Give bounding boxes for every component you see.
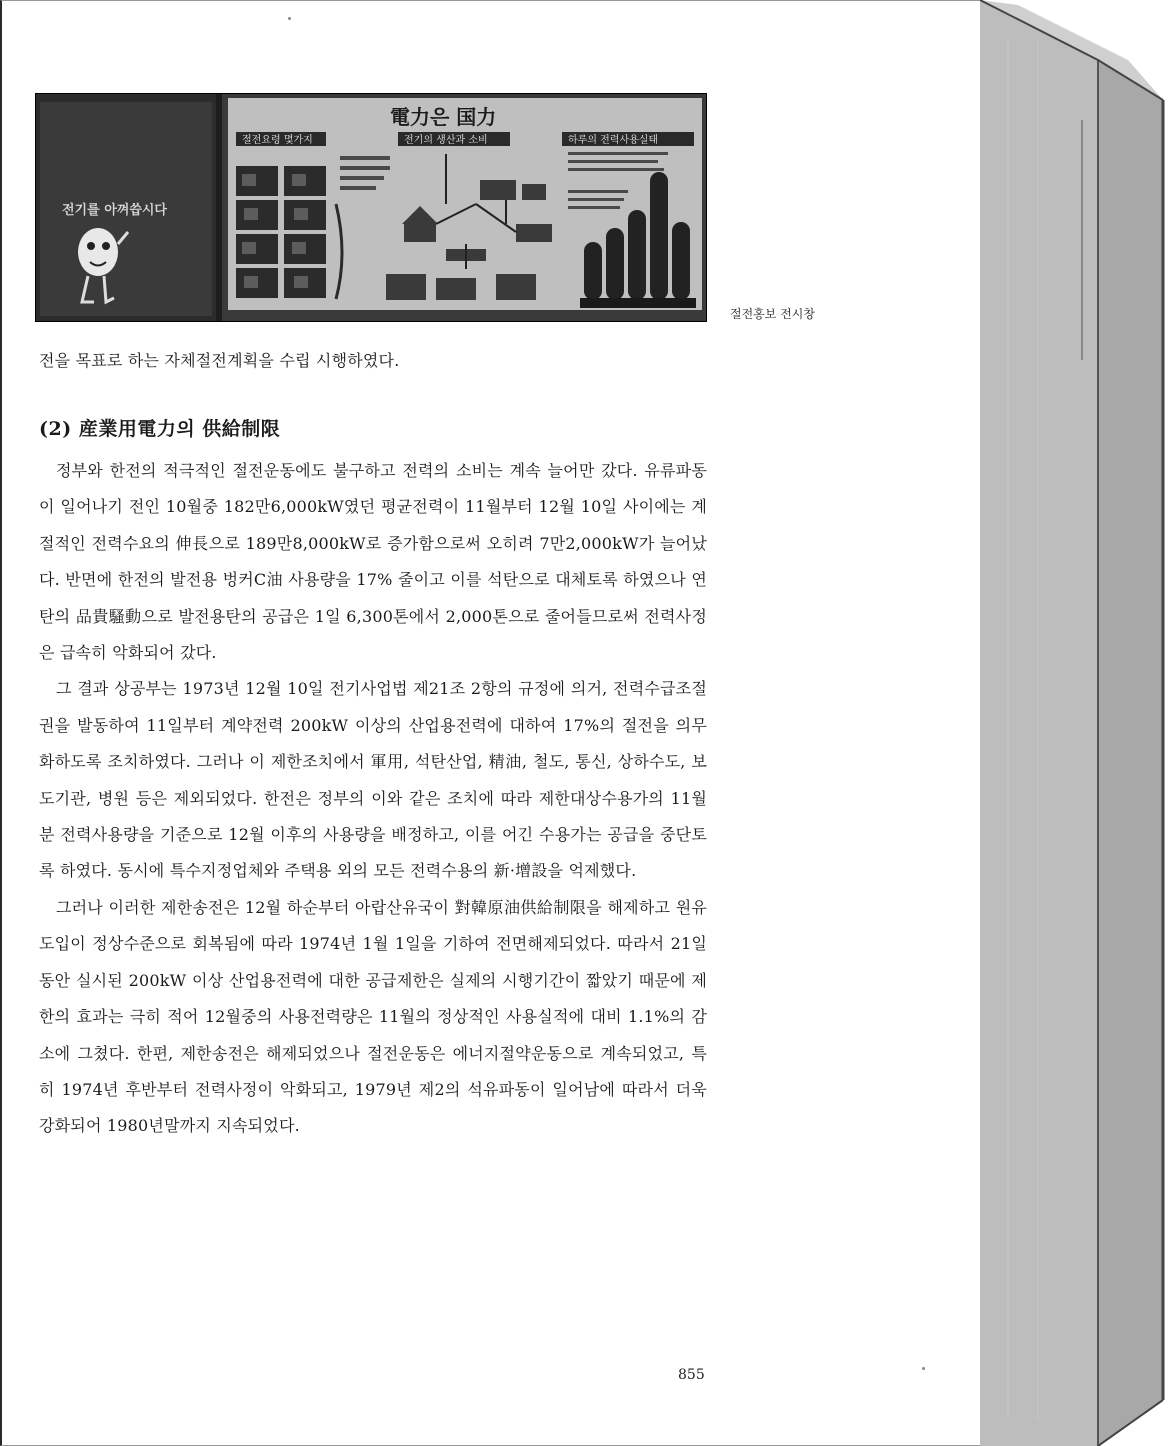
panel-right-title: 하루의 전력사용실태 bbox=[568, 135, 659, 146]
continuation-line: 전을 목표로 하는 자체절전계획을 수립 시행하였다. bbox=[39, 351, 400, 370]
page-number: 855 bbox=[678, 1367, 705, 1383]
speck bbox=[922, 1367, 925, 1370]
speck bbox=[288, 17, 291, 20]
book-side-edge bbox=[978, 0, 1173, 1446]
body-text bbox=[39, 453, 707, 1145]
panel-center-title: 전기의 생산과 소비 bbox=[404, 135, 488, 146]
slogan-text: 전기를 아껴씁시다 bbox=[62, 203, 167, 218]
figure-caption: 절전홍보 전시창 bbox=[730, 307, 815, 321]
panel-left-title: 절전요령 몇가지 bbox=[242, 135, 313, 146]
banner-title: 電力은 国力 bbox=[390, 105, 497, 129]
paragraph-2: 그 결과 상공부는 1973년 12월 10일 전기사업법 제21조 2항의 규정에 의거, 전력수급조절권을 발동하여 11일부터 계약전력 200kW 이상의 산업용전력에 대하여 17%의 절전을 의무화하도록 조치하였다. 그러나 이 제한조치에서 軍用, 석탄산업, 精油, 철도, 통신, 상하수도, 보도기관, 병원 등은 제외되었다. 한전은 정부의 이와 같은 조치에 따라 제한대상수용가의 11월분 전력사용량을 기준으로 12월 이후의 사용량을 배정하고, 이를 어긴 수용가는 공급을 중단토록 하였다. 동시에 특수지정업체와 주택용 외의 모든 전력수용의 新·增設을 억제했다. bbox=[39, 679, 707, 881]
exhibition-photo bbox=[35, 93, 707, 322]
paragraph-3: 그러나 이러한 제한송전은 12월 하순부터 아랍산유국이 對韓原油供給制限을 해제하고 원유도입이 정상수준으로 회복됨에 따라 1974년 1월 1일을 기하여 전면해제되었다. 따라서 21일 동안 실시된 200kW 이상 산업용전력에 대한 공급제한은 실제의 시행기간이 짧았기 때문에 제한의 효과는 극히 적어 12월중의 사용전력량은 11월의 정상적인 사용실적에 대비 1.1%의 감소에 그쳤다. 한편, 제한송전은 해제되었으나 절전운동은 에너지절약운동으로 계속되었고, 특히 1974년 후반부터 전력사정이 악화되고, 1979년 제2의 석유파동이 일어남에 따라서 더욱 강화되어 1980년말까지 지속되었다. bbox=[39, 897, 707, 1136]
section-heading: (2) 産業用電力의 供給制限 bbox=[39, 418, 281, 440]
paragraph-1: 정부와 한전의 적극적인 절전운동에도 불구하고 전력의 소비는 계속 늘어만 갔다. 유류파동이 일어나기 전인 10월중 182만6,000kW였던 평균전력이 11월부터 12월 10일 사이에는 계절적인 전력수요의 伸長으로 189만8,000kW로 증가함으로써 오히려 7만2,000kW가 늘어났다. 반면에 한전의 발전용 벙커C油 사용량을 17% 줄이고 이를 석탄으로 대체토록 하였으나 연탄의 品貴騷動으로 발전용탄의 공급은 1일 6,300톤에서 2,000톤으로 줄어들므로써 전력사정은 급속히 악화되어 갔다. bbox=[39, 461, 707, 663]
